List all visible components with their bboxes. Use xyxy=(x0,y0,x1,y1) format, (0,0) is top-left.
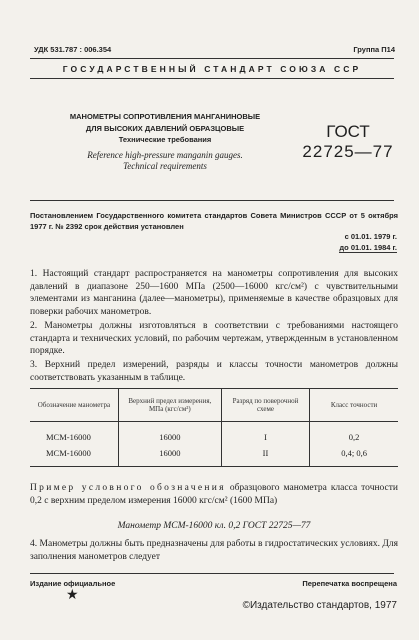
paragraph-1: 1. Настоящий стандарт распространяется на манометры сопротивления для высоких давлений в диапазоне 250—1600 МПа (2500—16000 кгс/см²) с чувствительными элементами из манганина (далее—манометры), применяемые в качестве образцовых для поверки рабочих манометров. xyxy=(30,269,398,317)
publisher-copyright: ©Издательство стандартов, 1977 xyxy=(242,600,397,611)
english-title-line-2: Technical requirements xyxy=(123,161,207,171)
table-cell-rank: II xyxy=(221,445,309,467)
table-row xyxy=(30,445,398,467)
section-rule xyxy=(30,200,394,201)
footer-rule xyxy=(30,573,394,574)
specification-table xyxy=(30,388,398,467)
english-title xyxy=(50,150,280,172)
title-line-1: МАНОМЕТРЫ СОПРОТИВЛЕНИЯ МАНГАНИНОВЫЕ xyxy=(69,112,261,121)
paragraph-3: 3. Верхний предел измерений, разряды и классы точности манометров должны соответствовать указанным в таблице. xyxy=(30,360,398,383)
table-header-upper-limit: Верхний предел измерения, МПа (кгс/см²) xyxy=(118,389,221,422)
star-icon: ★ xyxy=(66,588,79,603)
header-rule-bottom xyxy=(30,78,394,79)
paragraph-4: 4. Манометры должны быть предназначены для работы в гидростатических условиях. Для заполнения манометров следует xyxy=(30,539,398,562)
title-line-2: ДЛЯ ВЫСОКИХ ДАВЛЕНИЙ ОБРАЗЦОВЫЕ xyxy=(85,124,245,133)
table-cell-accuracy: 0,4; 0,6 xyxy=(310,445,398,467)
document-subtitle: Технические требования xyxy=(118,135,212,144)
example-heading: Пример условного обозначения xyxy=(30,483,226,493)
effective-from: с 01.01. 1979 г. xyxy=(344,232,397,241)
decree-text: Постановлением Государственного комитета стандартов Совета Министров СССР от 5 октября 1977 г. № 2392 срок действия установлен xyxy=(30,211,398,231)
gost-number: 22725—77 xyxy=(302,142,394,161)
example-text: образцового манометра класса точности 0,2 с верхним пределом измерения 16000 кгс/см² (1600 МПа) xyxy=(30,483,398,506)
udk-code: УДК 531.787 : 006.354 xyxy=(34,45,112,54)
table-header-rank: Разряд по поверочной схеме xyxy=(221,389,309,422)
table-cell-rank: I xyxy=(221,422,309,446)
table-cell-upper-limit: 16000 xyxy=(118,445,221,467)
group-code: Группа П14 xyxy=(353,45,395,54)
table-header-row xyxy=(30,389,398,422)
paragraph-2: 2. Манометры должны изготовляться в соответствии с требованиями настоящего стандарта и технических условий, по рабочим чертежам, утвержденным в установленном порядке. xyxy=(30,321,398,356)
table-cell-accuracy: 0,2 xyxy=(310,422,398,446)
header-rule-top xyxy=(30,58,394,59)
table-cell-designation: МСМ-16000 xyxy=(46,432,91,442)
table-cell-upper-limit: 16000 xyxy=(118,422,221,446)
table-row xyxy=(30,422,398,446)
table-header-accuracy: Класс точности xyxy=(310,389,398,422)
table-cell-designation: МСМ-16000 xyxy=(30,445,118,467)
state-standard-banner: ГОСУДАРСТВЕННЫЙ СТАНДАРТ СОЮЗА ССР xyxy=(62,64,362,74)
effective-to: до 01.01. 1984 г. xyxy=(339,243,397,252)
document-title xyxy=(50,111,280,135)
designation-example xyxy=(30,482,398,507)
gost-label: ГОСТ xyxy=(326,122,370,141)
english-title-line-1: Reference high-pressure manganin gauges. xyxy=(87,150,243,160)
table-header-designation: Обозначение манометра xyxy=(30,389,118,422)
reprint-prohibited: Перепечатка воспрещена xyxy=(302,579,397,588)
official-edition: Издание официальное xyxy=(30,579,116,588)
example-designation: Манометр МСМ-16000 кл. 0,2 ГОСТ 22725—77 xyxy=(117,521,311,531)
